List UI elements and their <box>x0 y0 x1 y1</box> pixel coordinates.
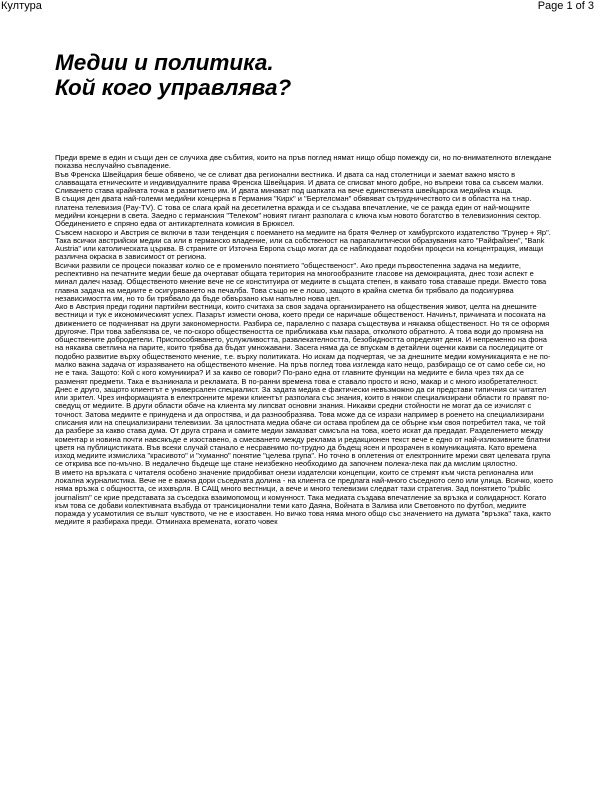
section-label: Култура <box>1 0 42 12</box>
article-paragraph: Съвсем наскоро и Австрия се включи в тази тенденция с поемането на медиите на братя Фелнер от хамбургското издателство "Грунер + Яр". Така всички австрийски медии са или в германско владение, или са собственост на парапалитически образувания като "Райфайзен", "Bank Austria" или католическата църква. В страните от Източна Европа също могат да се наблюдават подобни процеси на концентрация, имащи различна окраска в зависимост от региона. <box>55 227 551 262</box>
article-paragraph: Ако в Австрия преди години партийни вестници, които считаха за своя задача организирането на обществения живот, целта на днешните вестници и тук е икономическият успех. Пазарът измести онова, което преди се наричаше общественост. Начинът, причината и посоката на движението се подчиняват на други закономерности. Разбира се, паралелно с пазара съществува и някаква общественост. Но тя се оформя другояче. При това забелязва се, че по-скоро обществеността се приближава към пазара, отколкото обратното. А това води до промяна на обществените добродетели. Приспособяването, услужливостта, развлекателността, безобидността определят деня. И непременно на фона на някаква светлина на парите, които трябва да бъдат умножавани. Засега няма да се впускам в детайлни оценки какви са последиците от подобно развитие върху общественото мнение, т.е. върху политиката. Но искам да подчертая, че за днешните медии комуникацията е не по-малко важна задача от изразяването на общественото мнение. На пръв поглед това изглежда като нещо, разбиращо се от само себе си, но не е така. Защото: Кой с кого комуникира? И за какво се говори? По-рано една от главните функции на медиите е била чрез тях да се разменят предмети. Така е възникнала и рекламата. В по-ранни времена това е ставало просто и ясно, макар и с много изобретателност. Днес е друго, защото клиентът е универсален специалист. За задата медиа е фактически невъзможно да си представи типичния си читател или зрител. Чрез информацията в електронните мрежи клиентът разполага със знания, които в някои специализирани области го правят по-сведущ от медиите. В други области обаче на клиента му липсват основни знания. Никакви средни стойности не могат да се изчислят с точност. Затова медиите е принудена и да опростява, и да разнообразява. Това може да се изрази например в роенето на специализирани списания или на специализирани телевизии. За цялостната медиа обаче си остава проблем да се обърне към своя потребител така, че той да разбере за какво става дума. От друга страна и самите медии замазват смисъла на това, което искат да предадат. Разделението между коментар и новина почти навсякъде е изоставено, а смесването между реклама и редакционен текст вече е едно от най-излюзивните блатни цветя на публицистиката. Във всеки случай станало е несравнимо по-трудно да бъдещ ясен и прозрачен в комуникацията. Като времена изход медиите измислиха "красивото" и "хуманно" понятие "целева група". Но точно в оплетения от електронните мрежи свят целевата група се открива все по-мъчно. В недалечно бъдеще ще стане неизбежно необходимо да започнем полека-лека пак да мислим цялостно. <box>55 302 551 469</box>
page-header <box>0 0 600 14</box>
article-body <box>55 154 555 527</box>
article-paragraph: В същия ден двата най-големи медийни концерна в Германия "Кирх" и "Бертелсман" обявяват сътрудничеството си в областта на т.нар. платена телевизия (Pay-TV). С това се слага край на десетилетна вражда и се създава впечатление, че се ражда един от най-мощните медийни концерни в света. Заедно с германския "Телеком" новият гигант разполага с ключа към новото богатство в телевизионния сектор. Обединението е спряно едва от антикартелната комисия в Брюксел. <box>55 194 542 229</box>
article-paragraph: Във Френска Швейцария беше обявено, че се сливат два регионални вестника. И двата са над столетници и заемат важно място в славващата етническите и индивидуалните права Френска Швейцария. И двата се списват много добре, но въпреки това са съвсем малки. Сливането става крайната точка в развитието им. И двата минават под шапката на вече единствената швейцарска медийна къща. <box>55 169 544 196</box>
article-title-line-1: Медии и политика. <box>55 50 274 75</box>
article-title <box>55 50 291 100</box>
article-paragraph: Преди време в един и същи ден се случиха две събития, които на пръв поглед нямат нищо общо помежду си, но по-внимателното вглеждане показва неслучайно съвпадение. <box>55 153 552 171</box>
page-number: Page 1 of 3 <box>537 0 594 12</box>
article-paragraph: Всички развили се процеси показват колко се е променило понятието "общественост". Ако преди първостепенна задача на медиите, респективно на печатните медии беше да очертават общата територия на многообразните гласове на демокрацията, днес този аспект е минал далеч назад. Общественото мнение вече не се конституира от медиите в същата степен, в каквато това ставаше преди. Вместо това главна задача на медиите е осигуряването на печалба. Това също не е лошо, защото в крайна сметка би трябвало да подсигурява независимостта им, но то би трябвало да бъде обвързано към напълно нова цел. <box>55 260 547 303</box>
article-paragraph: В името на връзката с читателя особено значение придобиват онези издателски концепции, които се стремят към чиста регионална или локална журналистика. Вече не е важна дори съседната долина - на клиента се предлага най-много съседното село или улица. Всичко, което няма връзка с общността, се изхвърля. В САЩ много вестници, а вече и много телевизии следват тази стратегия. Зад понятието "public journalism" се крие представата за съседска взаимопомощ и комунност. Така медиата създава впечатление за връзка и солидарност. Когато към това се добави колективната възбуда от трансиционални теми като Даяна, Войната в Залива или Световното по футбол, медиите поражда у усамотилия се вълшт чувството, че не е изоставен. Но вичко това няма много общо със значението на думата "връзка" така, както медиите я разбираха преди. Отминаха времената, когато човек <box>55 467 553 527</box>
article-title-line-2: Кой кого управлява? <box>55 75 292 100</box>
